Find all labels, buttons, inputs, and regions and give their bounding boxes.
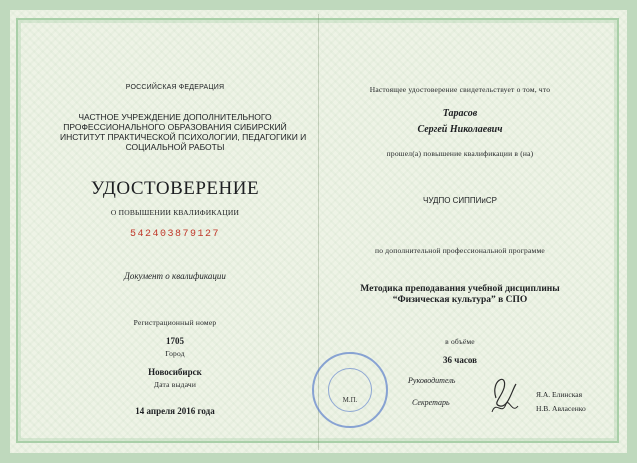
stamp-place-mark: М.П. xyxy=(342,396,358,404)
registration-number-label: Регистрационный номер xyxy=(133,318,217,327)
city-value: Новосибирск xyxy=(148,367,202,377)
seal-stamp-inner-ring xyxy=(328,368,372,412)
document-title: УДОСТОВЕРЕНИЕ xyxy=(90,178,260,199)
volume-label: в объёме xyxy=(445,337,475,346)
secretary-signature xyxy=(486,392,526,422)
document-subtitle: О ПОВЫШЕНИИ КВАЛИФИКАЦИИ xyxy=(110,208,240,217)
secretary-name: Н.В. Авласенко xyxy=(536,404,586,413)
hours-value: 36 часов xyxy=(443,355,477,365)
head-label: Руководитель xyxy=(408,376,456,385)
certify-text: Настоящее удостоверение свидетельствует о том, что xyxy=(369,85,551,94)
program-line-1: Методика преподавания учебной дисциплины xyxy=(360,284,560,294)
org-line-2: ПРОФЕССИОНАЛЬНОГО ОБРАЗОВАНИЯ СИБИРСКИЙ xyxy=(63,122,287,132)
org-line-3: ИНСТИТУТ ПРАКТИЧЕСКОЙ ПСИХОЛОГИИ, ПЕДАГОГИКИ И xyxy=(60,132,307,142)
org-line-4: СОЦИАЛЬНОЙ РАБОТЫ xyxy=(125,142,225,152)
program-label: по дополнительной профессиональной программе xyxy=(375,246,545,255)
program-line-2: “Физическая культура” в СПО xyxy=(392,295,528,305)
org-line-1: ЧАСТНОЕ УЧРЕЖДЕНИЕ ДОПОЛНИТЕЛЬНОГО xyxy=(78,112,272,122)
document-kind: Документ о квалификации xyxy=(124,271,226,281)
seal-stamp xyxy=(312,352,388,428)
recipient-surname: Тарасов xyxy=(442,108,478,119)
passed-text: прошел(а) повышение квалификации в (на) xyxy=(386,149,534,158)
issue-date: 14 апреля 2016 года xyxy=(135,406,215,416)
institution-name: ЧУДПО СИППИиСР xyxy=(422,196,498,205)
registration-number: 1705 xyxy=(166,336,184,346)
head-name: Я.А. Елинская xyxy=(536,390,583,399)
serial-number: 542403879127 xyxy=(129,229,220,240)
country-label: РОССИЙСКАЯ ФЕДЕРАЦИЯ xyxy=(125,84,225,91)
issue-date-label: Дата выдачи xyxy=(153,380,197,389)
secretary-label: Секретарь xyxy=(412,398,450,407)
city-label: Город xyxy=(165,349,185,358)
issuing-organization xyxy=(60,112,307,152)
recipient-name: Сергей Николаевич xyxy=(417,124,503,135)
